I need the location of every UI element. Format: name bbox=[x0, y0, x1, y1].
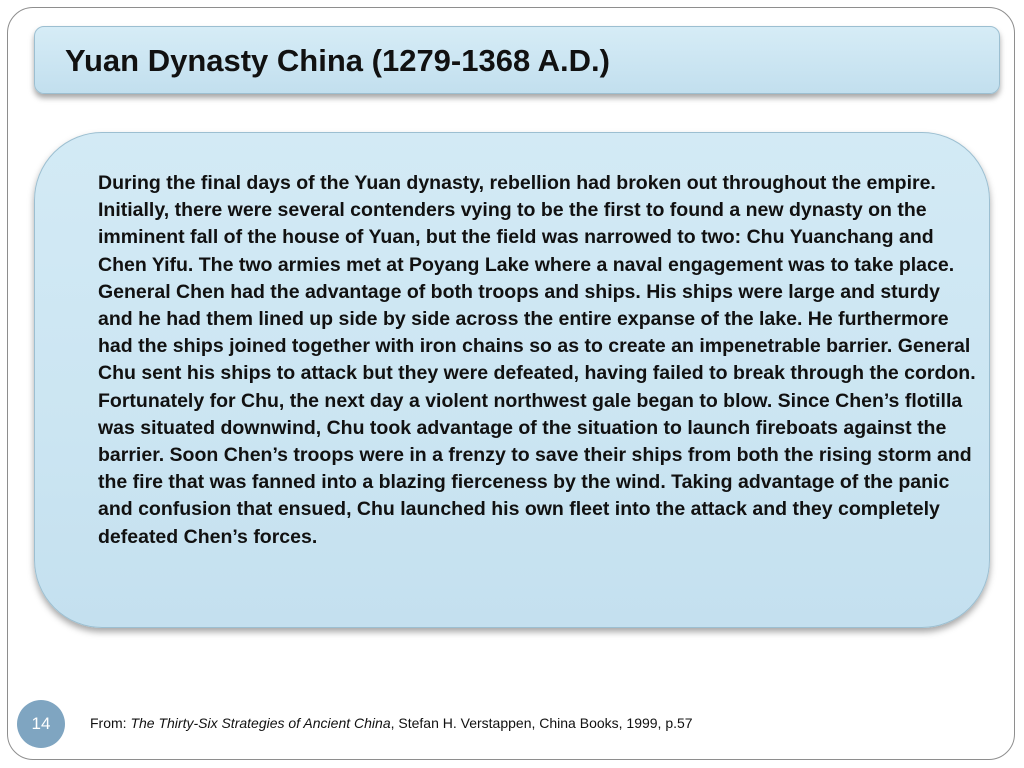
source-citation bbox=[90, 714, 693, 732]
citation-prefix: From: bbox=[90, 715, 131, 731]
slide-frame bbox=[7, 7, 1015, 760]
body-paragraph: During the final days of the Yuan dynasty, rebellion had broken out throughout the empire. Initially, there were several contenders vying to be the first to found a new dynasty on the imminent fall of the house of Yuan, but the field was narrowed to two: Chu Yuanchang and Chen Yifu. The two armies met at Poyang Lake where a naval engagement was to take place. General Chen had the advantage of both troops and ships. His ships were large and sturdy and he had them lined up side by side across the entire expanse of the lake. He furthermore had the ships joined together with iron chains so as to create an impenetrable barrier. General Chu sent his ships to attack but they were defeated, having failed to break through the cordon. Fortunately for Chu, the next day a violent northwest gale began to blow. Since Chen’s flotilla was situated downwind, Chu took advantage of the situation to launch fireboats against the barrier. Soon Chen’s troops were in a frenzy to save their ships from both the rising storm and the fire that was fanned into a blazing fierceness by the wind. Taking advantage of the panic and confusion that ensued, Chu launched his own fleet into the attack and they completely defeated Chen’s forces. bbox=[98, 172, 976, 548]
content-panel bbox=[34, 132, 990, 628]
slide-number-badge: 14 bbox=[17, 700, 65, 748]
citation-book-title: The Thirty-Six Strategies of Ancient China bbox=[130, 715, 391, 731]
citation-details: , Stefan H. Verstappen, China Books, 1999, p.57 bbox=[390, 715, 693, 731]
title-bar bbox=[34, 26, 1000, 94]
slide-title: Yuan Dynasty China (1279-1368 A.D.) bbox=[65, 43, 610, 78]
